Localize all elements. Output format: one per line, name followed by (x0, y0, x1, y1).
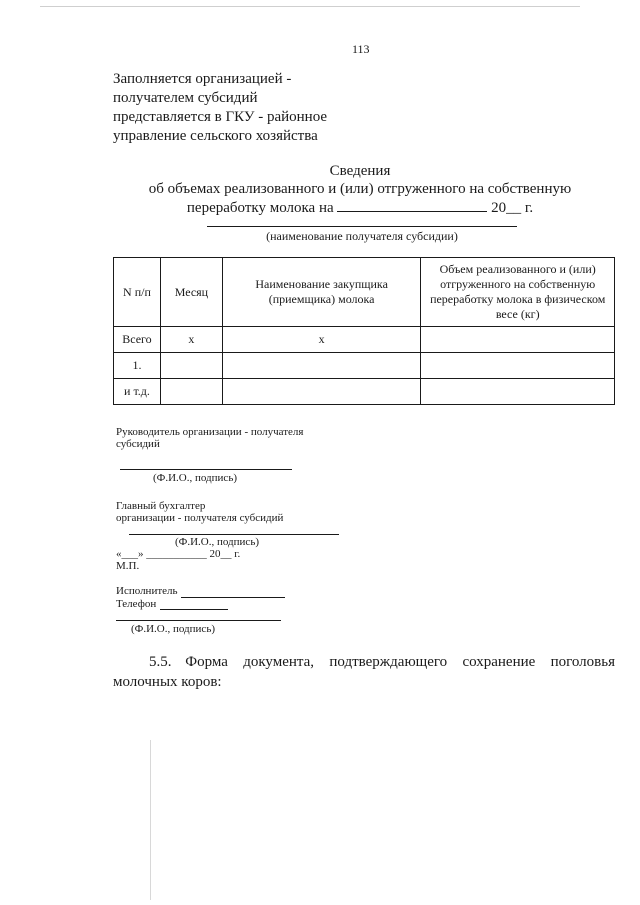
accountant-label: организации - получателя субсидий (116, 512, 284, 524)
header-cell-number: N п/п (114, 258, 161, 327)
document-subtitle-date (100, 198, 620, 218)
table-cell (421, 379, 615, 405)
header-note-line: получателем субсидий (113, 90, 258, 106)
phone-blank (160, 609, 228, 610)
head-signature-line (120, 469, 292, 470)
header-cell-volume: Объем реализованного и (или) отгруженного на собственную переработку молока в физическом весе (кг) (421, 258, 615, 327)
table-cell (222, 353, 421, 379)
table-row (114, 327, 615, 353)
subtitle-year: 20__ г. (491, 200, 534, 216)
table-row (114, 379, 615, 405)
head-label: Руководитель организации - получателя (116, 426, 304, 438)
section-word: Форма (185, 654, 228, 670)
recipient-name-line (207, 226, 517, 227)
section-word: документа, (243, 654, 315, 670)
executor-signature-line (116, 620, 281, 621)
table-cell: х (160, 327, 222, 353)
table-cell: Всего (114, 327, 161, 353)
top-edge-line (40, 6, 580, 7)
accountant-label: Главный бухгалтер (116, 500, 206, 512)
executor-signature-caption: (Ф.И.О., подпись) (131, 623, 215, 635)
section-word: подтверждающего (329, 654, 448, 670)
date-line: «___» ___________ 20__ г. (116, 548, 241, 560)
table-row (114, 353, 615, 379)
header-cell-buyer: Наименование закупщика (приемщика) молока (222, 258, 421, 327)
section-heading (113, 652, 615, 692)
header-note-line: управление сельского хозяйства (113, 128, 318, 144)
stamp-label: М.П. (116, 560, 140, 572)
table-cell: и т.д. (114, 379, 161, 405)
section-word: поголовья (550, 654, 615, 670)
section-word: сохранение (462, 654, 536, 670)
table-cell: х (222, 327, 421, 353)
page-number: 113 (352, 42, 370, 56)
executor-label: Исполнитель (116, 585, 178, 597)
head-label: субсидий (116, 438, 160, 450)
section-number: 5.5. (149, 654, 172, 670)
section-first-segment (113, 652, 228, 672)
section-line: молочных коров: (113, 674, 222, 690)
table-cell: 1. (114, 353, 161, 379)
phone-label: Телефон (116, 598, 157, 610)
head-signature-caption: (Ф.И.О., подпись) (153, 472, 237, 484)
subtitle-text: переработку молока на (186, 200, 334, 216)
table-cell (160, 353, 222, 379)
recipient-caption: (наименование получателя субсидии) (266, 229, 458, 243)
header-cell-month: Месяц (160, 258, 222, 327)
accountant-signature-caption: (Ф.И.О., подпись) (175, 536, 259, 548)
table-header-row (114, 258, 615, 327)
accountant-signature-line (129, 534, 339, 535)
table-cell (421, 353, 615, 379)
section-line (113, 652, 615, 672)
header-note-line: Заполняется организацией - (113, 71, 292, 87)
table-cell (421, 327, 615, 353)
scan-margin-mark (150, 740, 151, 900)
table-cell (222, 379, 421, 405)
date-blank (337, 198, 487, 212)
milk-volume-table (113, 257, 615, 405)
header-note-line: представляется в ГКУ - районное (113, 109, 328, 125)
executor-blank (181, 597, 285, 598)
table-cell (160, 379, 222, 405)
header-note (113, 70, 327, 146)
document-title: Сведения (329, 163, 391, 179)
document-subtitle: об объемах реализованного и (или) отгруженного на собственную (148, 181, 572, 197)
